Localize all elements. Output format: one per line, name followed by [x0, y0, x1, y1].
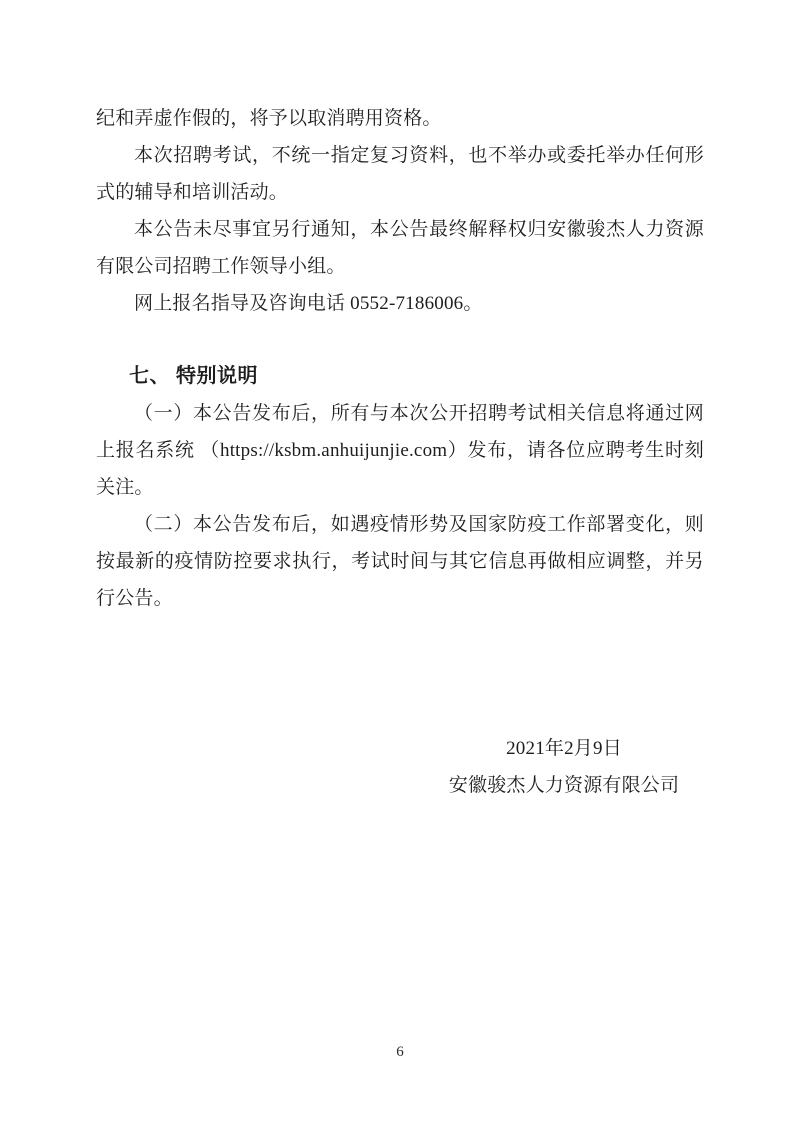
signature-date: 2021年2月9日	[506, 738, 622, 759]
paragraph-special-note-2: （二）本公告发布后，如遇疫情形势及国家防疫工作部署变化，则按最新的疫情防控要求执行，考试时间与其它信息再做相应调整，并另行公告。	[96, 514, 704, 609]
signature-company: 安徽骏杰人力资源有限公司	[448, 775, 680, 796]
paragraph-special-note-1: （一）本公告发布后，所有与本次公开招聘考试相关信息将通过网上报名系统 （https://ksbm.anhuijunjie.com）发布，请各位应聘考生时刻关注。	[96, 403, 704, 498]
paragraph-hotline: 网上报名指导及咨询电话 0552-7186006。	[134, 293, 483, 314]
page-footer	[0, 1042, 800, 1062]
paragraph-continuation: 纪和弄虚作假的，将予以取消聘用资格。	[96, 108, 442, 129]
page-number: 6	[396, 1044, 404, 1060]
paragraph-interpretation-rights: 本公告未尽事宜另行通知，本公告最终解释权归安徽骏杰人力资源有限公司招聘工作领导小组。	[96, 219, 704, 277]
section-heading-special-notes: 七、 特别说明	[129, 365, 259, 387]
signature-block	[424, 730, 704, 804]
paragraph-exam-materials: 本次招聘考试，不统一指定复习资料，也不举办或委托举办任何形式的辅导和培训活动。	[96, 145, 704, 203]
document-body	[96, 100, 704, 804]
